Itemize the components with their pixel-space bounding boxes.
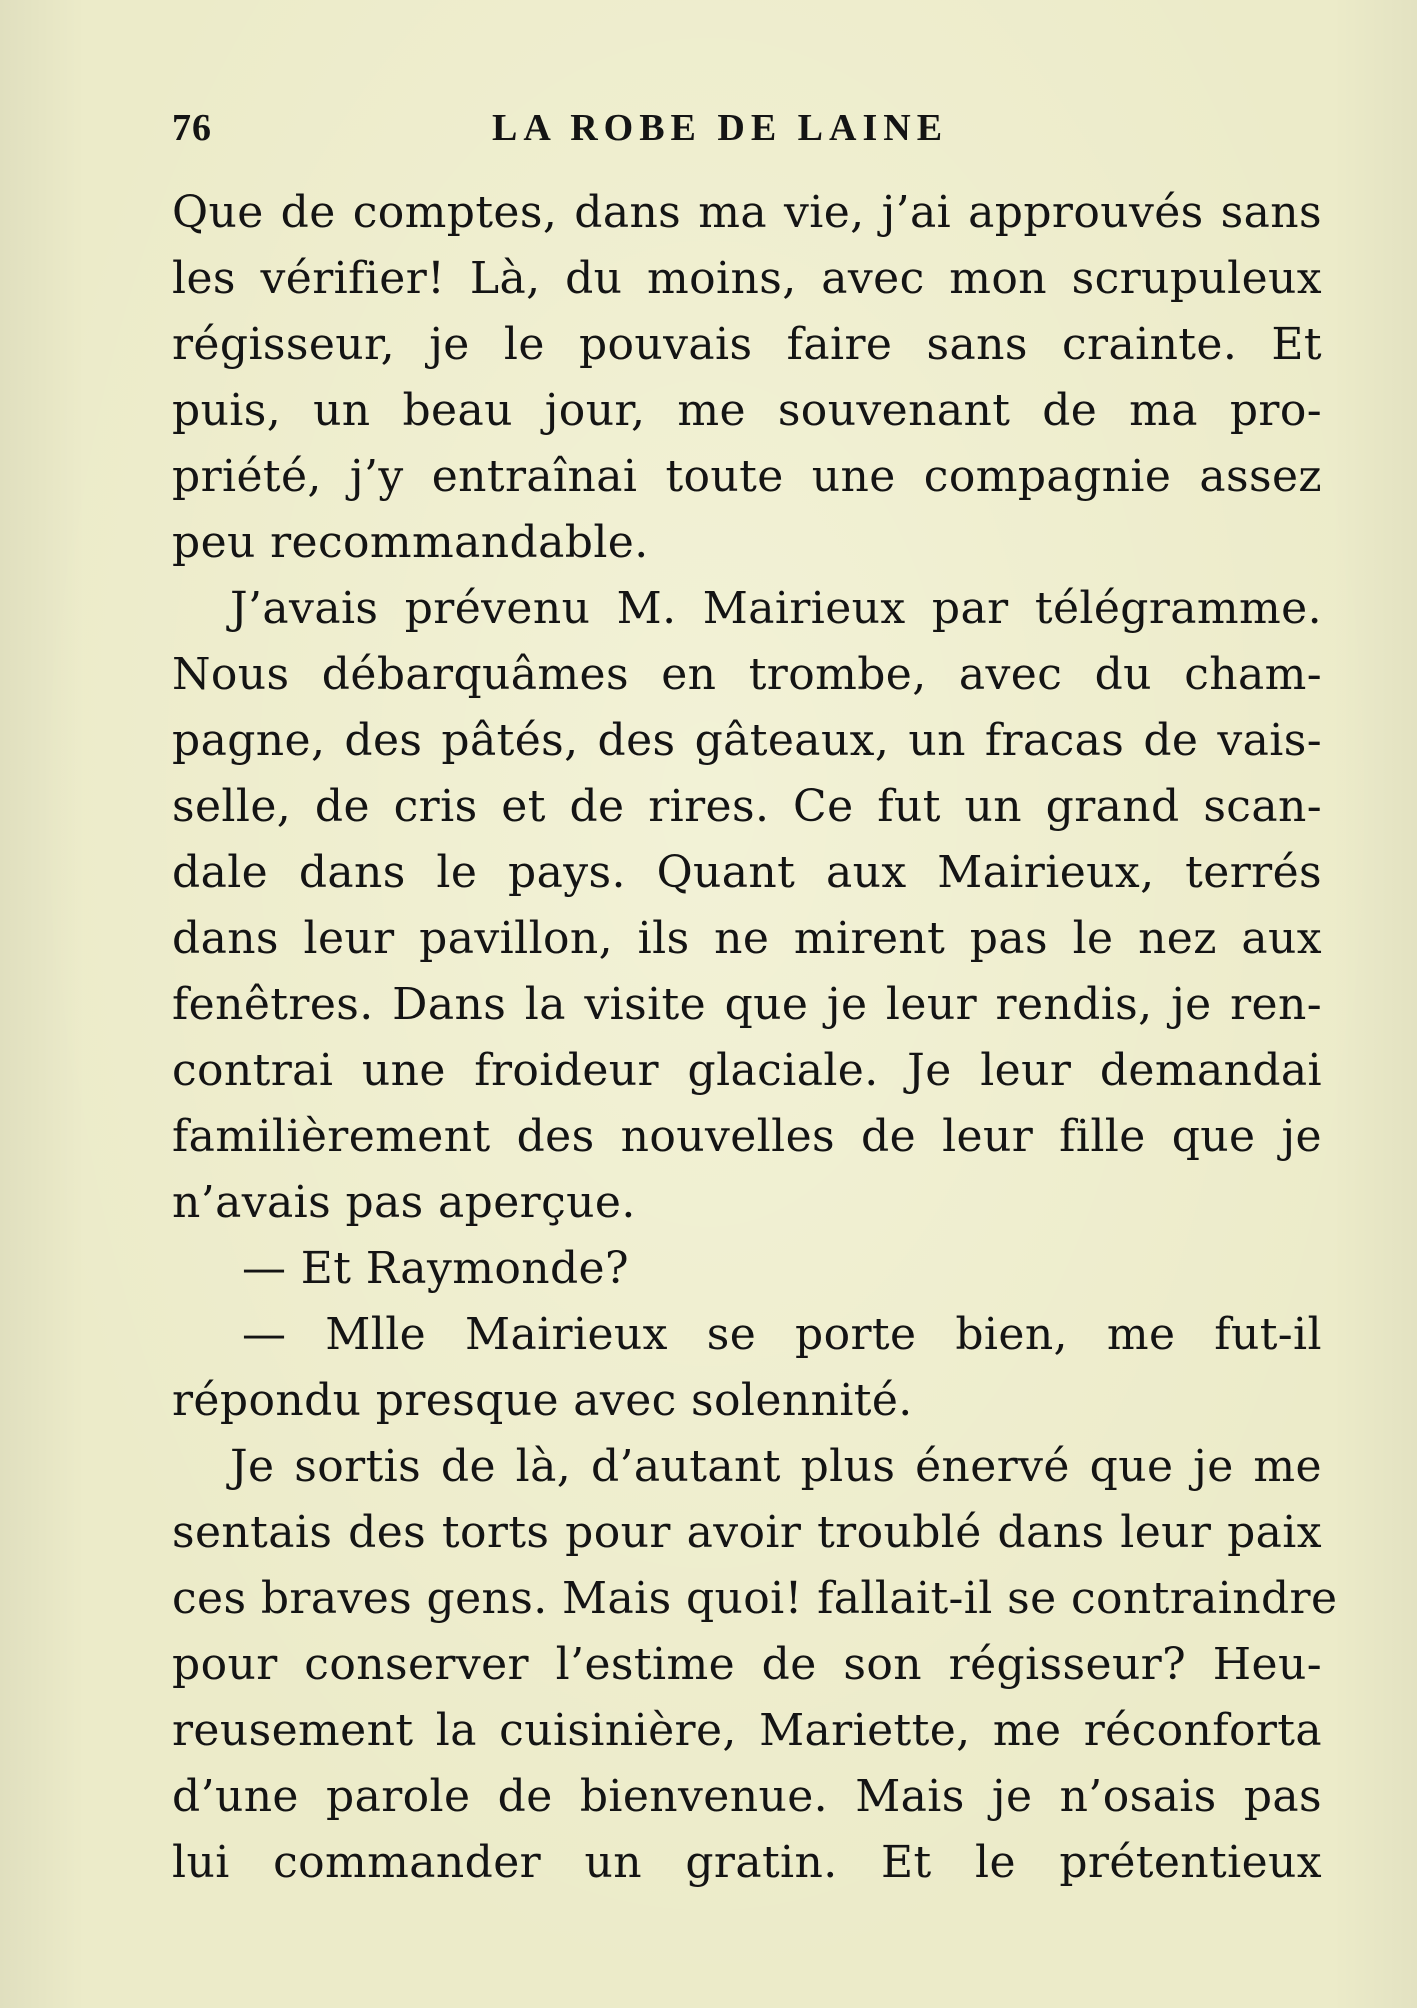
text-line: lui commander un gratin. Et le prétentieux	[172, 1837, 1322, 1888]
text-line: Je sortis de là, d’autant plus énervé que je me	[230, 1441, 1322, 1492]
text-line: les vérifier! Là, du moins, avec mon scrupuleux	[172, 253, 1322, 304]
text-line: fenêtres. Dans la visite que je leur rendis, je ren-	[172, 979, 1322, 1030]
text-line: priété, j’y entraînai toute une compagnie assez	[172, 451, 1322, 502]
running-head	[172, 98, 1322, 158]
text-line: ces braves gens. Mais quoi! fallait-il se contraindre	[172, 1573, 1338, 1624]
text-line: reusement la cuisinière, Mariette, me réconforta	[172, 1705, 1322, 1756]
text-line: familièrement des nouvelles de leur fille que je	[172, 1111, 1322, 1162]
running-title: LA ROBE DE LAINE	[492, 107, 949, 149]
text-line: pagne, des pâtés, des gâteaux, un fracas de vais-	[172, 715, 1322, 766]
text-line: pour conserver l’estime de son régisseur? Heu-	[172, 1639, 1322, 1690]
text-line: dale dans le pays. Quant aux Mairieux, terrés	[172, 847, 1322, 898]
text-line: Nous débarquâmes en trombe, avec du cham-	[172, 649, 1322, 700]
text-line: contrai une froideur glaciale. Je leur demandai	[172, 1045, 1322, 1096]
text-line: d’une parole de bienvenue. Mais je n’osais pas	[172, 1771, 1322, 1822]
text-line: Que de comptes, dans ma vie, j’ai approuvés sans	[172, 187, 1322, 238]
page-number: 76	[172, 107, 212, 149]
text-line: n’avais pas aperçue.	[172, 1177, 636, 1228]
body-text	[172, 180, 1338, 1896]
text-line: J’avais prévenu M. Mairieux par télégramme.	[230, 583, 1322, 634]
text-line: puis, un beau jour, me souvenant de ma pro-	[172, 385, 1322, 436]
text-line: dans leur pavillon, ils ne mirent pas le nez aux	[172, 913, 1322, 964]
text-line: — Et Raymonde?	[242, 1243, 629, 1294]
text-line: peu recommandable.	[172, 517, 649, 568]
text-line: selle, de cris et de rires. Ce fut un grand scan-	[172, 781, 1322, 832]
text-line: sentais des torts pour avoir troublé dans leur paix	[172, 1507, 1322, 1558]
text-line: régisseur, je le pouvais faire sans crainte. Et	[172, 319, 1322, 370]
text-line: répondu presque avec solennité.	[172, 1375, 913, 1426]
text-line: — Mlle Mairieux se porte bien, me fut-il	[242, 1309, 1322, 1360]
